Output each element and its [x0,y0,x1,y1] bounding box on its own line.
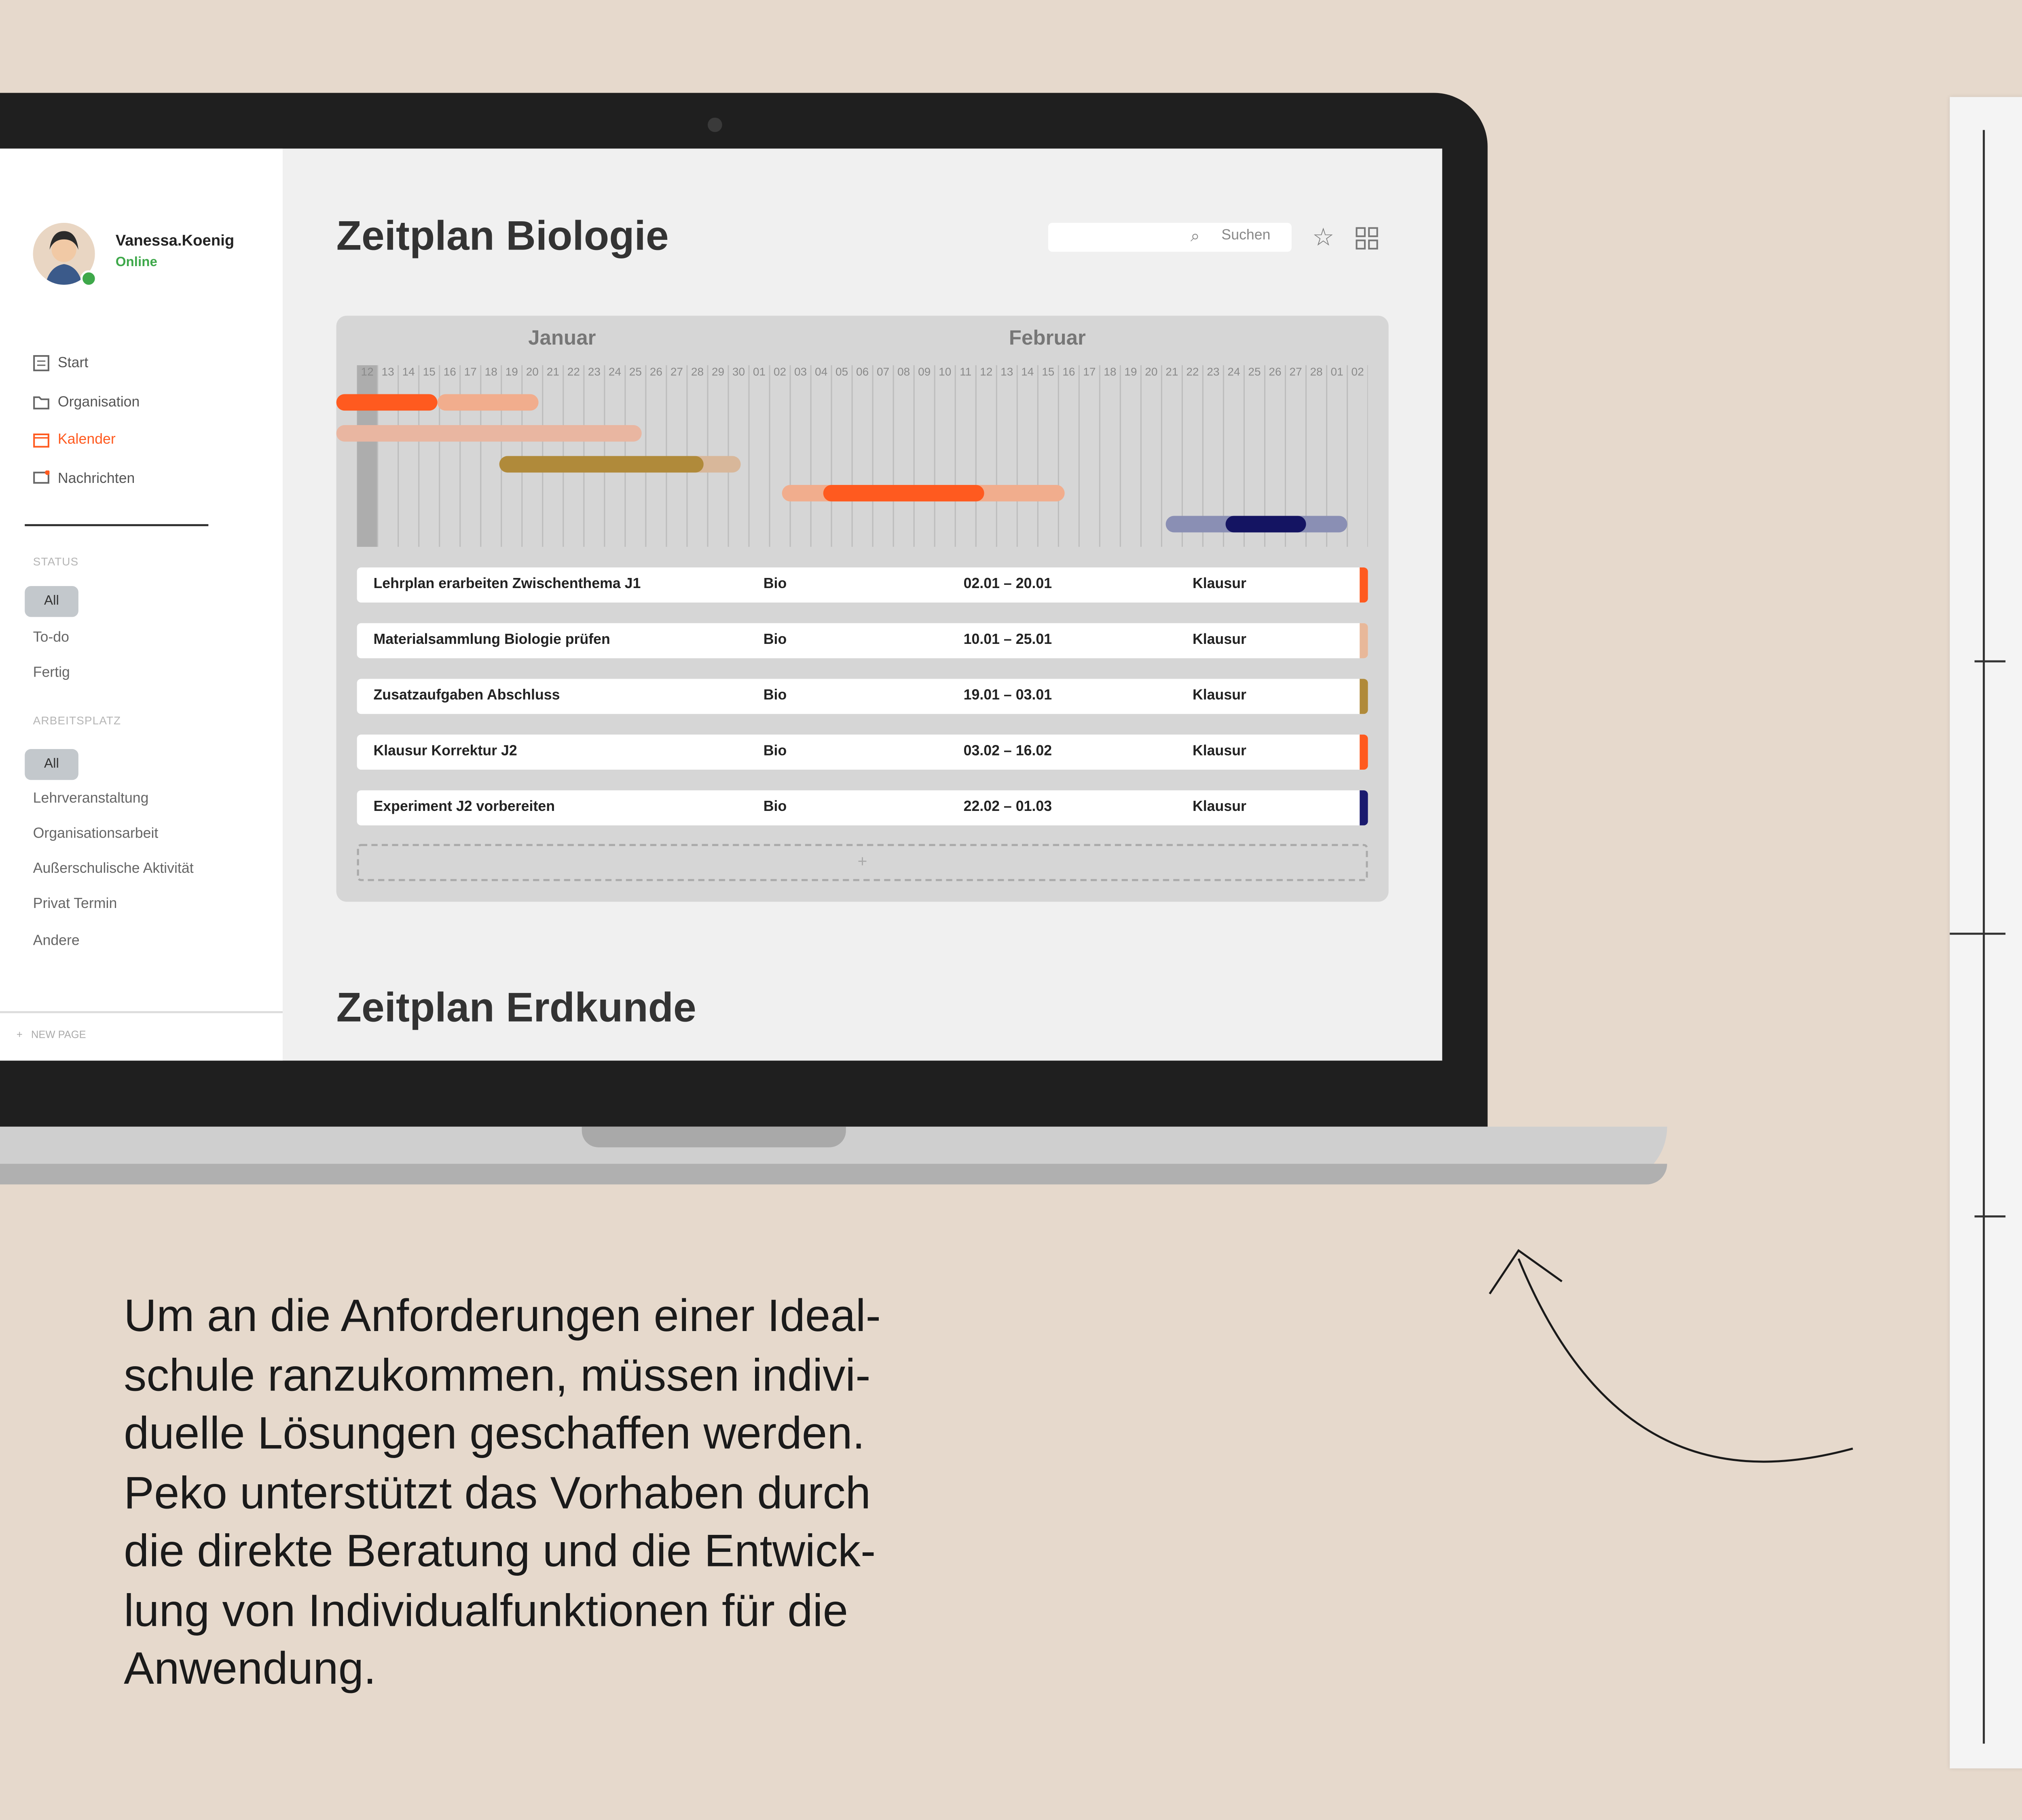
workspace-filter-lehrveranstaltung[interactable]: Lehrveranstaltung [33,792,149,807]
workspace-filter-ausserschulisch[interactable]: Außerschulische Aktivität [33,862,194,877]
gantt-day-label: 12 [980,367,993,380]
gantt-day-label: 27 [670,367,683,380]
user-status: Online [115,256,157,271]
task-row[interactable] [357,623,1368,658]
gantt-day-label: 23 [588,367,601,380]
sidebar-item-organisation[interactable] [33,394,140,411]
task-color-tag [1360,623,1368,658]
curved-arrow-icon [1444,1217,1877,1486]
user-name: Vanessa.Koenig [115,231,235,250]
grid-view-icon[interactable] [1356,227,1378,250]
gantt-bar-1[interactable] [336,394,438,411]
gantt-day-label: 20 [1145,367,1158,380]
gantt-day-label: 21 [1165,367,1178,380]
gantt-day-label: 14 [402,367,415,380]
task-dates: 22.02 – 01.03 [963,800,1052,815]
section-title-erdkunde: Zeitplan Erdkunde [336,986,696,1032]
gantt-day-label: 10 [939,367,952,380]
sidebar-item-label: Start [57,356,89,370]
gantt-bar-4[interactable] [823,485,984,502]
folder-icon [33,394,50,411]
add-task-button[interactable]: + [357,844,1368,881]
margin-line [1983,130,1985,1744]
page-title: Zeitplan Biologie [336,214,669,260]
gantt-day-label: 26 [1269,367,1282,380]
list-icon [33,355,50,372]
gantt-day-label: 28 [691,367,704,380]
gantt-day-label: 17 [464,367,477,380]
task-row[interactable] [357,679,1368,714]
task-type: Klausur [1192,633,1246,648]
gantt-day-label: 13 [381,367,394,380]
gantt-day-label: 28 [1310,367,1323,380]
task-name: Zusatzaufgaben Abschluss [373,689,560,704]
gantt-day-label: 01 [753,367,766,380]
gantt-day-label: 13 [1000,367,1013,380]
gantt-day-label: 22 [1186,367,1199,380]
task-dates: 10.01 – 25.01 [963,633,1052,648]
workspace-filter-organisationsarbeit[interactable]: Organisationsarbeit [33,827,159,842]
gantt-day-label: 16 [443,367,456,380]
workspace-filter-all[interactable]: All [25,749,78,780]
search-label: Suchen [1221,229,1271,244]
task-color-tag [1360,679,1368,714]
task-name: Klausur Korrektur J2 [373,745,517,760]
gantt-day-label: 07 [877,367,890,380]
laptop-notch [582,1127,846,1147]
calendar-icon [33,431,50,448]
task-color-tag [1360,567,1368,603]
task-color-tag [1360,734,1368,770]
search-input[interactable] [1048,223,1292,252]
online-indicator [80,270,97,287]
task-row[interactable] [357,567,1368,603]
task-name: Experiment J2 vorbereiten [373,800,555,815]
gantt-day-label: 25 [1248,367,1261,380]
margin-tick [1975,660,2006,662]
gantt-day-label: 05 [835,367,848,380]
status-filter-todo[interactable]: To-do [33,631,69,646]
message-icon [33,470,50,487]
task-subject: Bio [763,578,787,593]
gantt-day-label: 18 [484,367,497,380]
gantt-day-label: 06 [856,367,869,380]
star-icon[interactable]: ☆ [1312,223,1335,252]
task-type: Klausur [1192,689,1246,704]
gantt-day-label: 14 [1021,367,1034,380]
gantt-day-label: 30 [732,367,745,380]
sidebar-item-label: Organisation [57,395,140,410]
gantt-day-label: 02 [1351,367,1364,380]
gantt-day-label: 09 [918,367,931,380]
gantt-day-label: 15 [1042,367,1055,380]
task-name: Lehrplan erarbeiten Zwischenthema J1 [373,578,641,593]
camera-icon [708,118,722,132]
sidebar-item-kalender[interactable] [33,431,116,448]
task-color-tag [1360,790,1368,825]
sidebar-item-label: Nachrichten [57,471,135,486]
task-type: Klausur [1192,800,1246,815]
status-filter-all[interactable]: All [25,586,78,617]
plus-icon: + [16,1029,23,1042]
gantt-day-label: 08 [897,367,910,380]
workspace-heading: ARBEITSPLATZ [33,716,121,729]
task-dates: 02.01 – 20.01 [963,578,1052,593]
task-subject: Bio [763,689,787,704]
status-heading: STATUS [33,557,79,570]
sidebar-item-nachrichten[interactable] [33,470,135,487]
gantt-day-label: 19 [1124,367,1137,380]
gantt-day-label: 24 [608,367,622,380]
gantt-days-row [357,367,1368,384]
sidebar [0,148,283,1060]
workspace-filter-privat[interactable]: Privat Termin [33,897,117,912]
gantt-day-label: 22 [567,367,580,380]
sidebar-divider [25,524,208,526]
task-subject: Bio [763,633,787,648]
gantt-day-label: 18 [1104,367,1117,380]
sidebar-item-start[interactable] [33,355,89,372]
task-type: Klausur [1192,745,1246,760]
sidebar-footer-divider [0,1011,283,1013]
gantt-bar-3[interactable] [499,456,704,473]
gantt-day-label: 03 [794,367,807,380]
new-page-button[interactable] [17,1030,86,1042]
gantt-day-label: 24 [1227,367,1240,380]
gantt-bar-2[interactable] [336,425,642,442]
gap-analysis-worksheet [1950,97,2022,1769]
gantt-day-label: 12 [361,367,374,380]
gantt-day-label: 27 [1289,367,1302,380]
margin-tick [1975,1215,2006,1217]
laptop-base-shadow [0,1164,1667,1185]
task-dates: 19.01 – 03.01 [963,689,1052,704]
gantt-day-label: 11 [960,367,972,380]
gantt-day-label: 15 [423,367,436,380]
margin-tick [1950,933,2005,935]
gantt-day-label: 02 [773,367,787,380]
gantt-day-label: 29 [711,367,725,380]
gantt-day-label: 21 [546,367,559,380]
gantt-bar-1-extension [438,394,539,411]
search-icon: ⌕ [1190,227,1200,246]
gantt-day-label: 19 [505,367,518,380]
status-filter-fertig[interactable]: Fertig [33,666,70,681]
gantt-day-label: 01 [1330,367,1343,380]
gantt-day-label: 17 [1083,367,1096,380]
workspace-filter-andere[interactable]: Andere [33,935,80,949]
sidebar-item-label: Kalender [57,432,116,447]
task-dates: 03.02 – 16.02 [963,745,1052,760]
gantt-panel [336,316,1389,902]
gantt-day-label: 25 [629,367,642,380]
task-type: Klausur [1192,578,1246,593]
month-label-januar: Januar [528,328,596,351]
gantt-day-label: 20 [526,367,539,380]
task-row[interactable] [357,734,1368,770]
gantt-bar-5[interactable] [1226,516,1306,533]
task-subject: Bio [763,745,787,760]
new-page-label: NEW PAGE [31,1029,86,1042]
task-name: Materialsammlung Biologie prüfen [373,633,610,648]
description-text: Um an die Anforderungen einer Ideal- schule ranzukommen, müssen indivi- duelle Lösungen geschaffen werden. Peko unterstützt das Vorhaben durch die direkte Beratung und die Entwick- lung von Individualfunktionen für die Anwendung. [124,1289,881,1694]
gantt-day-label: 16 [1062,367,1075,380]
gantt-day-label: 23 [1207,367,1220,380]
task-row[interactable] [357,790,1368,825]
gantt-day-label: 04 [814,367,828,380]
gantt-day-label: 26 [649,367,663,380]
task-subject: Bio [763,800,787,815]
month-label-februar: Februar [1009,328,1086,351]
app-screen [0,148,1442,1060]
